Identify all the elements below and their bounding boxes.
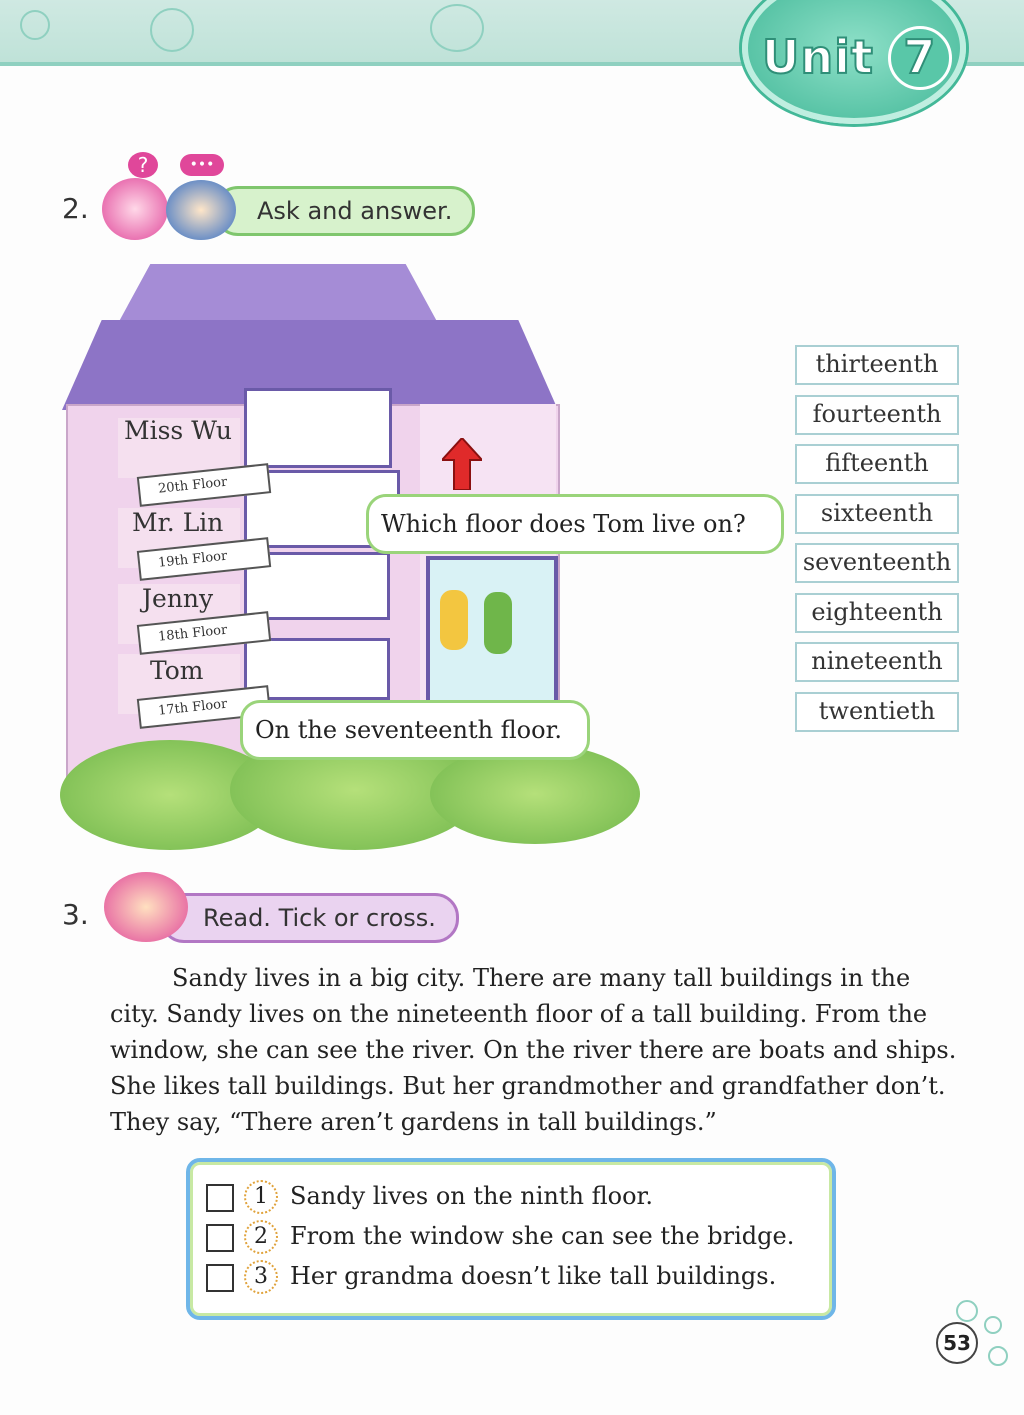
answer-bubble: On the seventeenth floor. bbox=[240, 700, 590, 760]
floor-tag: 20th Floor bbox=[137, 463, 271, 507]
ordinal-word: twentieth bbox=[795, 692, 959, 732]
statement-number: 2 bbox=[244, 1220, 278, 1254]
ordinal-word: fifteenth bbox=[795, 444, 959, 484]
statement-number: 3 bbox=[244, 1260, 278, 1294]
resident-name: Mr. Lin bbox=[132, 508, 224, 537]
unit-title bbox=[762, 26, 952, 90]
bubble-decoration bbox=[984, 1316, 1002, 1334]
question-bubble: Which floor does Tom live on? bbox=[366, 494, 784, 554]
children-in-door bbox=[440, 590, 468, 650]
tick-checkbox[interactable] bbox=[206, 1264, 234, 1292]
bubble-decoration bbox=[430, 4, 484, 52]
bubble-decoration bbox=[988, 1346, 1008, 1366]
statement-text: From the window she can see the bridge. bbox=[290, 1222, 795, 1250]
unit-label: Unit bbox=[762, 30, 874, 84]
reading-passage bbox=[110, 960, 960, 1140]
passage-line: city. Sandy lives on the nineteenth floor of a tall building. From the bbox=[110, 1000, 928, 1028]
ordinal-word: thirteenth bbox=[795, 345, 959, 385]
floor-tag: 19th Floor bbox=[137, 537, 271, 581]
section-3-number: 3. bbox=[62, 898, 89, 931]
children-in-door bbox=[484, 592, 512, 654]
tick-checkbox[interactable] bbox=[206, 1184, 234, 1212]
passage-line: She likes tall buildings. But her grandmother and grandfather don’t. bbox=[110, 1072, 946, 1100]
window-floor-20 bbox=[244, 388, 392, 468]
ordinal-word: sixteenth bbox=[795, 494, 959, 534]
kid-mascot-icon bbox=[166, 180, 236, 240]
bubble-decoration bbox=[956, 1300, 978, 1322]
ordinal-word: seventeenth bbox=[795, 543, 959, 583]
resident-name: Tom bbox=[150, 656, 204, 685]
floor-tag: 17th Floor bbox=[137, 685, 271, 729]
kids-mascot-icon bbox=[102, 178, 168, 240]
resident-name: Miss Wu bbox=[124, 416, 232, 445]
section-3-title: Read. Tick or cross. bbox=[160, 893, 459, 943]
unit-number: 7 bbox=[888, 26, 952, 90]
floor-tag: 18th Floor bbox=[137, 611, 271, 655]
statement-number: 1 bbox=[244, 1180, 278, 1214]
passage-line: They say, “There aren’t gardens in tall buildings.” bbox=[110, 1108, 717, 1136]
ordinal-word: fourteenth bbox=[795, 395, 959, 435]
section-2-title: Ask and answer. bbox=[214, 186, 475, 236]
ordinal-word: eighteenth bbox=[795, 593, 959, 633]
bubble-decoration bbox=[20, 10, 50, 40]
girl-mascot-icon bbox=[104, 872, 188, 942]
statement-text: Sandy lives on the ninth floor. bbox=[290, 1182, 653, 1210]
resident-name: Jenny bbox=[142, 584, 214, 613]
ordinal-word: nineteenth bbox=[795, 642, 959, 682]
question-mark-icon: ? bbox=[128, 152, 158, 178]
bubble-decoration bbox=[150, 8, 194, 52]
tick-checkbox[interactable] bbox=[206, 1224, 234, 1252]
up-arrow-icon bbox=[442, 438, 482, 490]
section-2-number: 2. bbox=[62, 192, 89, 225]
passage-line: window, she can see the river. On the river there are boats and ships. bbox=[110, 1036, 957, 1064]
page-number: 53 bbox=[936, 1322, 978, 1364]
passage-line: Sandy lives in a big city. There are many tall buildings in the bbox=[172, 964, 911, 992]
speech-dots-icon: ••• bbox=[180, 154, 224, 176]
statement-text: Her grandma doesn’t like tall buildings. bbox=[290, 1262, 777, 1290]
